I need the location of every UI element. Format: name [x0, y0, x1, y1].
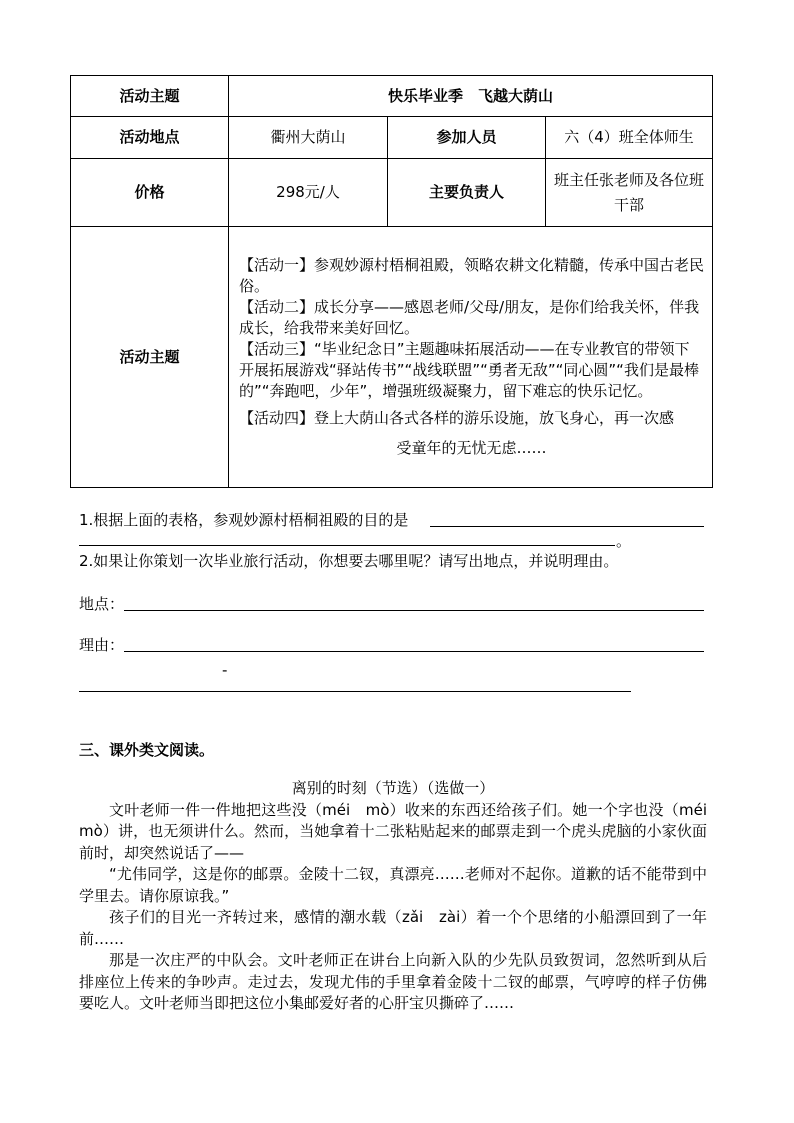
activity-table	[70, 75, 713, 488]
participants-value: 六（4）班全体师生	[546, 117, 713, 159]
stray-dash: -	[222, 661, 228, 679]
location-label: 活动地点	[71, 117, 229, 159]
reason-label: 理由：	[79, 636, 125, 654]
answer-1-line-a[interactable]	[430, 526, 704, 527]
price-value: 298元/人	[229, 159, 388, 227]
question-1: 1.根据上面的表格，参观妙源村梧桐祖殿的目的是	[79, 511, 409, 529]
reason-answer-line[interactable]	[124, 651, 704, 652]
question-1-period: 。	[616, 532, 632, 550]
leader-value: 班主任张老师及各位班干部	[546, 159, 713, 227]
theme-value: 快乐毕业季 飞越大荫山	[229, 76, 713, 117]
activity-4-continued: 受童年的无忧无虑……	[396, 439, 547, 457]
passage-title: 离别的时刻（节选）（选做一）	[291, 779, 495, 797]
activities-cell	[229, 227, 713, 488]
passage-paragraph-2: “尤伟同学，这是你的邮票。金陵十二钗，真漂亮……老师对不起你。道歉的话不能带到中学里去。请你原谅我。”	[79, 865, 707, 905]
reading-passage	[79, 778, 723, 1015]
activity-3: 【活动三】“毕业纪念日”主题趣味拓展活动——在专业教官的带领下开展拓展游戏“驿站传书”“战线联盟”“勇者无敌”“同心圆”“我们是最棒的”“奔跑吧，少年”，增强班级凝聚力，留下难忘的快乐记忆。	[239, 340, 699, 400]
answer-1-line-b[interactable]	[79, 545, 615, 546]
passage-paragraph-1: 文叶老师一件一件地把这些没（méi mò）收来的东西还给孩子们。她一个字也没（méi mò）讲，也无须讲什么。然而，当她拿着十二张粘贴起来的邮票走到一个虎头虎脑的小家伙面前时，却突然说话了——	[79, 800, 723, 862]
location-value: 衢州大荫山	[229, 117, 388, 159]
activity-2: 【活动二】成长分享——感恩老师/父母/朋友，是你们给我关怀，伴我成长，给我带来美好回忆。	[239, 298, 700, 337]
place-label: 地点：	[79, 595, 125, 613]
reason-answer-line-2[interactable]	[79, 691, 631, 692]
leader-label: 主要负责人	[388, 159, 546, 227]
activity-1: 【活动一】参观妙源村梧桐祖殿，领略农耕文化精髓，传承中国古老民俗。	[239, 256, 705, 295]
passage-paragraph-3: 孩子们的目光一齐转过来，感情的潮水载（zǎi zài）着一个个思绪的小船漂回到了一年前……	[79, 908, 707, 948]
place-answer-line[interactable]	[124, 610, 704, 611]
participants-label: 参加人员	[388, 117, 546, 159]
activities-label: 活动主题	[71, 227, 229, 488]
price-label: 价格	[71, 159, 229, 227]
theme-label: 活动主题	[71, 76, 229, 117]
passage-paragraph-4: 那是一次庄严的中队会。文叶老师正在讲台上向新入队的少先队员致贺词，忽然听到从后排座位上传来的争吵声。走过去，发现尤伟的手里拿着金陵十二钗的邮票，气哼哼的样子仿佛要吃人。文叶老师当即把这位小集邮爱好者的心肝宝贝撕碎了……	[79, 951, 707, 1012]
question-2: 2.如果让你策划一次毕业旅行活动，你想要去哪里呢？请写出地点，并说明理由。	[79, 552, 619, 570]
section-heading: 三、课外类文阅读。	[79, 741, 215, 759]
activity-4: 【活动四】登上大荫山各式各样的游乐设施，放飞身心，再一次感	[239, 409, 675, 427]
